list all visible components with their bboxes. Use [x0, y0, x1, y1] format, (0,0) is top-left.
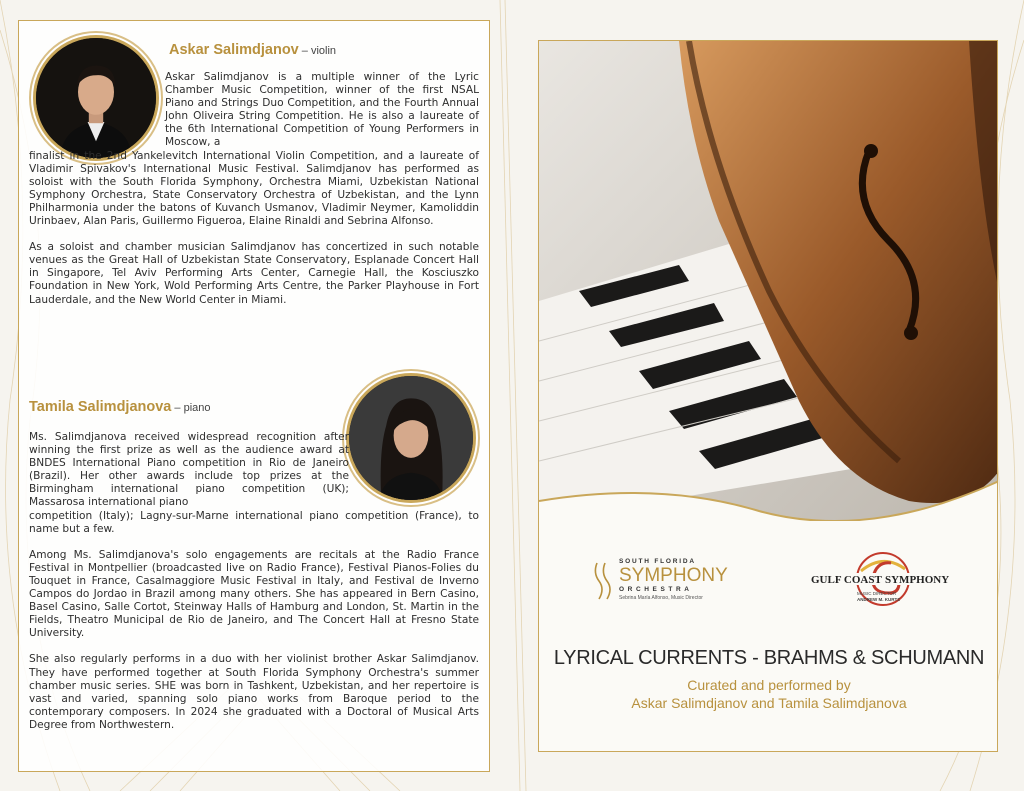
performer1-bio-wrapped: Askar Salimdjanov is a multiple winner of the Lyric Chamber Music Competition, winner of the first NSAL Piano and Strings Duo Competition, and the Fourth Annual John Oliveira String Competition. He is also a laureate of the 6th International Competition of Young Performers in Moscow, a [165, 71, 479, 149]
sfso-line3: ORCHESTRA [619, 586, 693, 593]
credit-line-1: Curated and performed by [687, 677, 851, 693]
performer2-role: – piano [171, 402, 211, 414]
gcs-line2: SYMPHONY [885, 574, 950, 586]
concert-title: LYRICAL CURRENTS - BRAHMS & SCHUMANN [553, 647, 985, 669]
performer2-bio-paragraph-2: Among Ms. Salimdjanova's solo engagements are recitals at the Radio France Festival in Montpellier (broadcasted live on Radio France), Festival Pianos-Folies du Touquet in France, Casalmaggiore Music Festival in Italy, and Festival de Inverno Campos do Jordao in Brazil among many others. She has appeared in Bern Casino, Basel Casino, Salle Cortot, Steinway Halls of Hamburg and London, St. Martin in the Fields, Theatro Municipal de Rio de Janeiro, and The Concert Hall at Fresno State University. [29, 548, 479, 640]
performer1-bio-continued: finalist in the 2nd Yankelevitch International Violin Competition, and a laureate of Vladimir Spivakov's International Music Festival. Salimdjanov has performed as soloist with the South Florida Symphony, Orchestra Miami, Uzbekistan National Symphony Orchestra, State Conservatory Orchestra of Uzbekistan, and the Lynn Philharmonia under the batons of Kuvanch Usmanov, Vladimir Neymer, Kamoliddin Urinbaev, Alan Paris, Guillermo Figueroa, Elaine Rinaldi and Sebrina Alfonso. [29, 149, 479, 228]
performer2-bio-paragraph-3: She also regularly performs in a duo with her violinist brother Askar Salimdjanov. They have performed together at South Florida Symphony Orchestra's summer chamber music series. SHE was born in Tashkent, Uzbekistan, and her repertoire is vast and varied, spanning solo piano works from Baroque period to the contemporary composers. In 2024 she graduated with a Doctoral of Musical Arts Degree from Northwestern. [29, 653, 479, 731]
performer1-bio [29, 71, 479, 307]
gcs-line4: ANDREW M. KURTZ [857, 597, 900, 602]
gcs-line3: MUSIC DIRECTOR [857, 591, 897, 596]
sfso-line4: Sebrina María Alfonso, Music Director [619, 595, 703, 601]
gcs-line1: GULF COAST [811, 574, 882, 586]
performer2-heading [29, 398, 211, 416]
performer2-name: Tamila Salimdjanova [29, 399, 172, 415]
performer1-name: Askar Salimdjanov [169, 42, 299, 58]
gulf-coast-symphony-logo [803, 549, 953, 615]
performer1-heading [169, 41, 336, 59]
performer1-role: – violin [298, 45, 337, 57]
performer2-bio [29, 431, 479, 732]
sfso-line2: SYMPHONY [619, 565, 728, 586]
south-florida-symphony-logo [591, 553, 741, 609]
concert-cover-panel [538, 40, 998, 752]
performer2-bio-wrapped: Ms. Salimdjanova received widespread recognition after winning the first prize as well as the audience award at BNDES International Piano competition in Rio de Janeiro (Brazil). Her other awards include top prizes at the Birmingham international piano competition (UK); Massarosa international piano [29, 431, 349, 509]
performer1-bio-paragraph-2: As a soloist and chamber musician Salimdjanov has concertized in such notable venues as the Great Hall of Uzbekistan State Conservatory, Esplanade Concert Hall in Singapore, Tel Aviv Performing Arts Center, Carnegie Hall, the Kosciuszko Foundation in New York, Wold Performing Arts Centre, the Parker Playhouse in Fort Lauderdale, and the New World Center in Miami. [29, 241, 479, 306]
credit-line-2: Askar Salimdjanov and Tamila Salimdjanova [631, 695, 907, 711]
sfso-line1: SOUTH FLORIDA [619, 558, 696, 565]
performer-bios-panel [18, 20, 490, 772]
violin-piano-photo [539, 41, 998, 521]
performer2-bio-continued: competition (Italy); Lagny-sur-Marne international piano competition (France), to name but a few. [29, 509, 479, 535]
